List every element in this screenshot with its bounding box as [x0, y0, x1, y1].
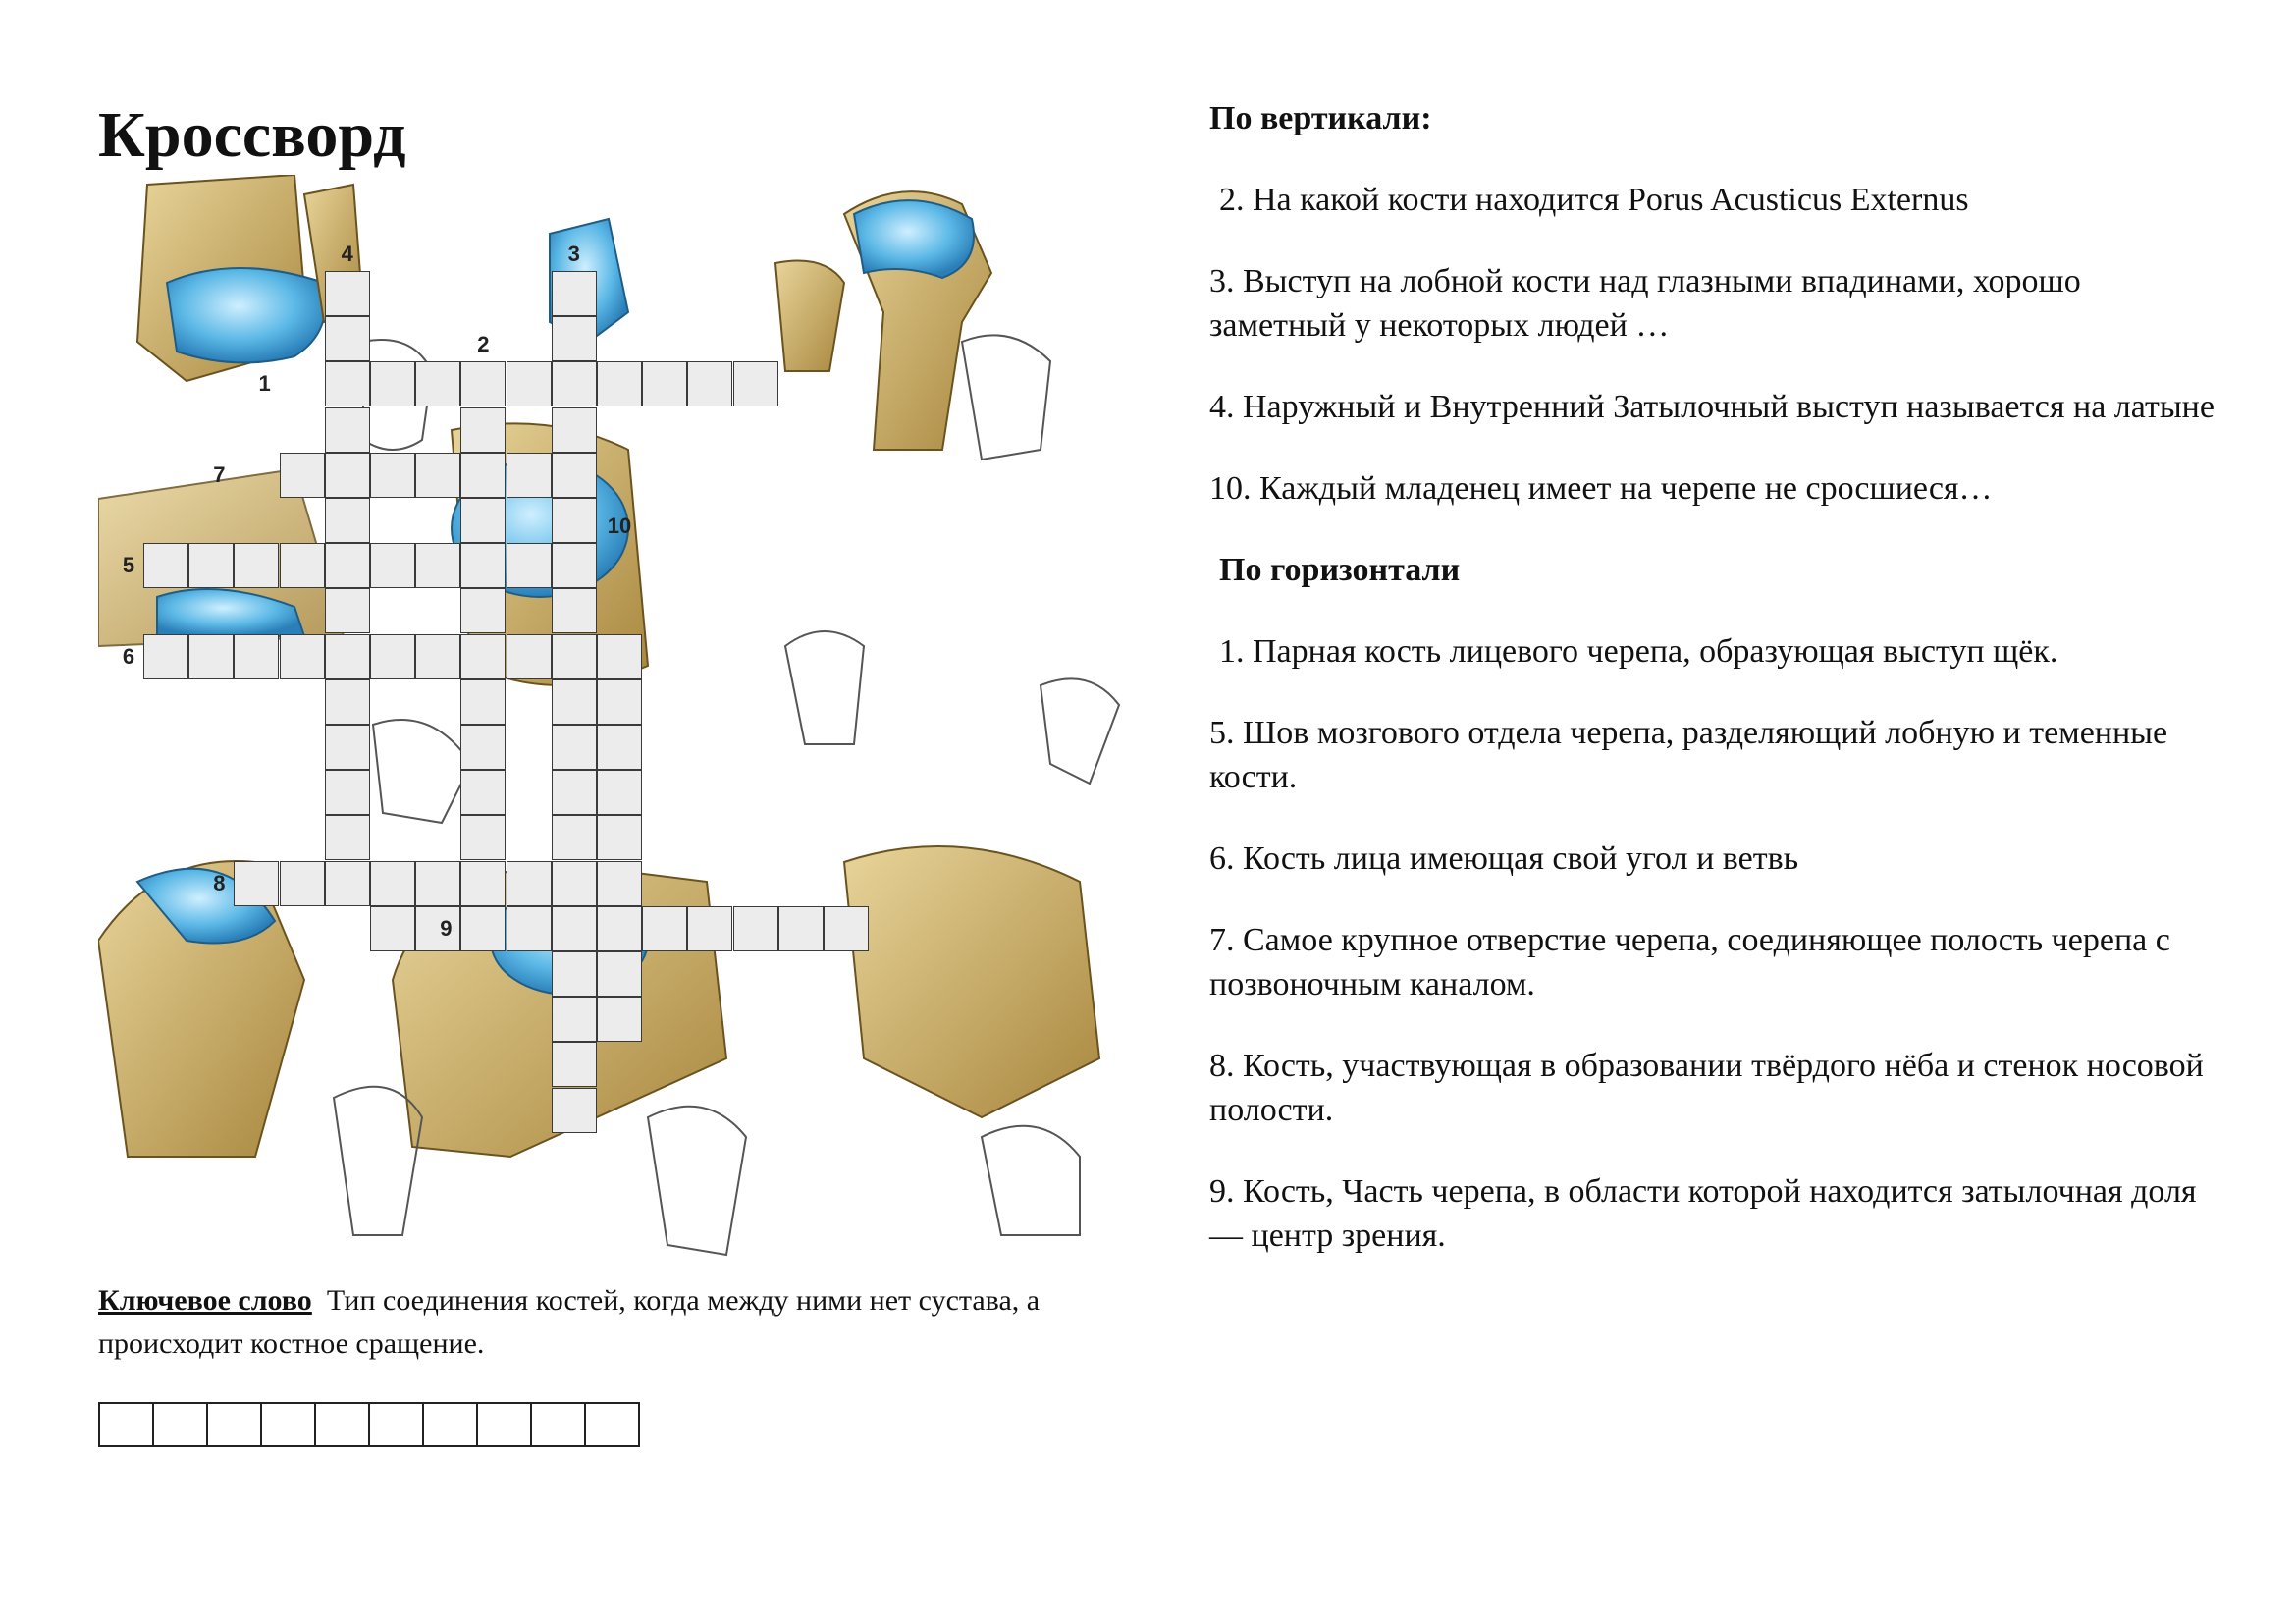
- crossword-cell[interactable]: [552, 271, 597, 316]
- clue-number: 2: [477, 332, 490, 357]
- crossword-cell[interactable]: [460, 815, 506, 860]
- crossword-cell[interactable]: [325, 770, 370, 815]
- clue-horizontal-1: 1. Парная кость лицевого черепа, образующая выступ щёк.: [1219, 633, 2058, 670]
- crossword-cell[interactable]: [552, 951, 597, 997]
- crossword-cell[interactable]: [188, 634, 234, 679]
- clue-number: 10: [607, 514, 632, 539]
- page-title: Кроссворд: [98, 99, 406, 171]
- crossword-cell[interactable]: [552, 725, 597, 770]
- crossword-cell[interactable]: [325, 588, 370, 633]
- crossword-cell[interactable]: [597, 634, 642, 679]
- crossword-cell[interactable]: [280, 543, 325, 588]
- crossword-cell[interactable]: [325, 361, 370, 406]
- clue-number: 7: [213, 461, 226, 487]
- keyword-cell[interactable]: [206, 1402, 262, 1447]
- clue-number: 9: [440, 915, 453, 941]
- crossword-cell[interactable]: [552, 543, 597, 588]
- crossword-cell[interactable]: [460, 861, 506, 906]
- crossword-cell[interactable]: [370, 634, 415, 679]
- crossword-cell[interactable]: [143, 543, 188, 588]
- crossword-cell[interactable]: [552, 498, 597, 543]
- crossword-cell[interactable]: [597, 906, 642, 951]
- crossword-cell[interactable]: [415, 634, 460, 679]
- crossword-cell[interactable]: [597, 815, 642, 860]
- keyword-cell[interactable]: [584, 1402, 640, 1447]
- crossword-cell[interactable]: [460, 679, 506, 725]
- crossword-cell[interactable]: [325, 271, 370, 316]
- keyword-label: Ключевое слово: [98, 1284, 312, 1317]
- crossword-cell[interactable]: [824, 906, 869, 951]
- crossword-cell[interactable]: [370, 906, 415, 951]
- crossword-cell[interactable]: [415, 361, 460, 406]
- crossword-cell[interactable]: [325, 407, 370, 453]
- crossword-cell[interactable]: [325, 815, 370, 860]
- crossword-cell[interactable]: [325, 634, 370, 679]
- keyword-text: Тип соединения костей, когда между ними нет сустава, а происходит костное сращение.: [98, 1284, 1041, 1360]
- crossword-cell[interactable]: [552, 453, 597, 498]
- clue-horizontal-9: 9. Кость, Часть черепа, в области которой находится затылочная доля — центр зрения.: [1209, 1173, 2197, 1254]
- crossword-cell[interactable]: [552, 906, 597, 951]
- crossword-cell[interactable]: [687, 906, 732, 951]
- crossword-cell[interactable]: [552, 815, 597, 860]
- keyword-cell[interactable]: [314, 1402, 370, 1447]
- crossword-cell[interactable]: [325, 316, 370, 361]
- crossword-cell[interactable]: [597, 997, 642, 1042]
- crossword-cell[interactable]: [460, 361, 506, 406]
- crossword-cell[interactable]: [597, 861, 642, 906]
- crossword-cell[interactable]: [687, 361, 732, 406]
- vertical-heading: По вертикали:: [1209, 100, 1432, 136]
- crossword-cell[interactable]: [552, 316, 597, 361]
- crossword-cell[interactable]: [597, 361, 642, 406]
- crossword-cell[interactable]: [415, 861, 460, 906]
- crossword-cell[interactable]: [552, 407, 597, 453]
- clue-horizontal-5: 5. Шов мозгового отдела черепа, разделяющий лобную и теменные кости.: [1209, 715, 2168, 795]
- crossword-cell[interactable]: [325, 498, 370, 543]
- crossword-cell[interactable]: [642, 906, 687, 951]
- crossword-cell[interactable]: [733, 361, 778, 406]
- keyword-cell[interactable]: [476, 1402, 532, 1447]
- crossword-cell[interactable]: [597, 679, 642, 725]
- crossword-cell[interactable]: [415, 543, 460, 588]
- crossword-cell[interactable]: [552, 679, 597, 725]
- crossword-cell[interactable]: [188, 543, 234, 588]
- crossword-cell[interactable]: [552, 634, 597, 679]
- crossword-cell[interactable]: [280, 453, 325, 498]
- clue-vertical-2: 2. На какой кости находится Porus Acusticus Externus: [1219, 182, 1969, 218]
- clue-number: 6: [122, 643, 135, 669]
- crossword-cell[interactable]: [507, 906, 552, 951]
- crossword-cell[interactable]: [507, 634, 552, 679]
- clue-vertical-10: 10. Каждый младенец имеет на черепе не сросшиеся…: [1209, 470, 1993, 507]
- clue-number: 3: [567, 242, 580, 266]
- crossword-cell[interactable]: [552, 1042, 597, 1087]
- crossword-cell[interactable]: [325, 679, 370, 725]
- clue-number: 8: [213, 870, 226, 895]
- clue-horizontal-7: 7. Самое крупное отверстие черепа, соединяющее полость черепа с позвоночным каналом.: [1209, 922, 2170, 1002]
- clue-horizontal-6: 6. Кость лица имеющая свой угол и ветвь: [1209, 840, 1799, 877]
- crossword-cell[interactable]: [460, 725, 506, 770]
- crossword-cell[interactable]: [325, 861, 370, 906]
- crossword-cell[interactable]: [280, 861, 325, 906]
- crossword-cell[interactable]: [460, 407, 506, 453]
- crossword-cell[interactable]: [552, 588, 597, 633]
- keyword-clue: [98, 1279, 1080, 1366]
- crossword-cell[interactable]: [597, 725, 642, 770]
- crossword-cell[interactable]: [325, 453, 370, 498]
- crossword-cell[interactable]: [370, 861, 415, 906]
- clue-vertical-4: 4. Наружный и Внутренний Затылочный выступ называется на латыне: [1209, 389, 2215, 425]
- horizontal-heading: По горизонтали: [1219, 552, 1461, 588]
- clue-number: 4: [341, 242, 353, 266]
- crossword-cell[interactable]: [460, 498, 506, 543]
- crossword-cell[interactable]: [733, 906, 778, 951]
- crossword-cell[interactable]: [234, 861, 279, 906]
- crossword-cell[interactable]: [370, 543, 415, 588]
- crossword-cell[interactable]: [460, 453, 506, 498]
- keyword-cell[interactable]: [152, 1402, 208, 1447]
- keyword-cell[interactable]: [530, 1402, 586, 1447]
- crossword-cell[interactable]: [778, 906, 824, 951]
- keyword-cell[interactable]: [422, 1402, 478, 1447]
- crossword-cell[interactable]: [507, 453, 552, 498]
- clue-number: 5: [122, 553, 135, 578]
- keyword-cell[interactable]: [98, 1402, 154, 1447]
- crossword-cell[interactable]: [507, 861, 552, 906]
- crossword-cell[interactable]: [460, 634, 506, 679]
- crossword-cell[interactable]: [280, 634, 325, 679]
- crossword-cell[interactable]: [507, 543, 552, 588]
- crossword-cell[interactable]: [143, 634, 188, 679]
- crossword-cell[interactable]: [370, 361, 415, 406]
- crossword-cell[interactable]: [552, 770, 597, 815]
- crossword-cell[interactable]: [234, 634, 279, 679]
- clues-panel: [1209, 96, 2220, 1258]
- crossword-cell[interactable]: [234, 543, 279, 588]
- crossword-cell[interactable]: [597, 951, 642, 997]
- crossword-cell[interactable]: [325, 725, 370, 770]
- crossword-cell[interactable]: [552, 1088, 597, 1133]
- crossword-cell[interactable]: [552, 997, 597, 1042]
- crossword-cell[interactable]: [552, 861, 597, 906]
- keyword-cell[interactable]: [260, 1402, 316, 1447]
- crossword-cell[interactable]: [507, 361, 552, 406]
- crossword-cell[interactable]: [415, 453, 460, 498]
- crossword-cell[interactable]: [597, 770, 642, 815]
- crossword-cell[interactable]: [552, 361, 597, 406]
- crossword-cell[interactable]: [460, 770, 506, 815]
- crossword-cell[interactable]: [325, 543, 370, 588]
- keyword-cell[interactable]: [368, 1402, 424, 1447]
- crossword-cell[interactable]: [460, 588, 506, 633]
- clue-horizontal-8: 8. Кость, участвующая в образовании твёрдого нёба и стенок носовой полости.: [1209, 1048, 2204, 1128]
- clue-vertical-3: 3. Выступ на лобной кости над глазными впадинами, хорошо заметный у некоторых людей …: [1209, 263, 2081, 344]
- crossword-cell[interactable]: [370, 453, 415, 498]
- crossword-cell[interactable]: [460, 906, 506, 951]
- keyword-answer-row: [98, 1402, 638, 1447]
- clue-number: 1: [258, 371, 271, 397]
- crossword-cell[interactable]: [460, 543, 506, 588]
- crossword-cell[interactable]: [642, 361, 687, 406]
